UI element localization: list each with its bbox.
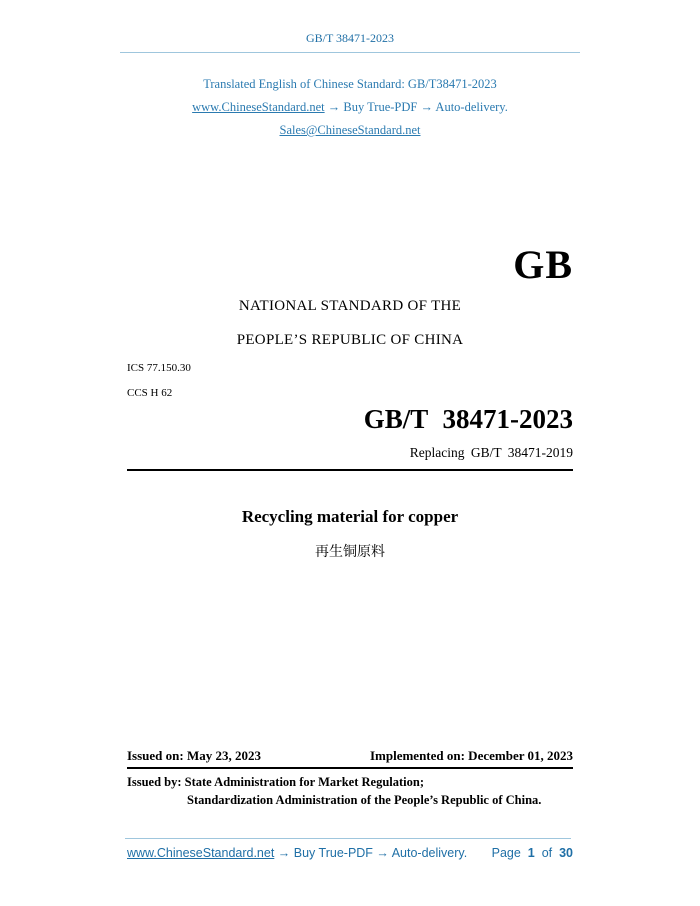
ccs-code: CCS H 62 bbox=[127, 387, 173, 399]
national-standard-line2: PEOPLE’S REPUBLIC OF CHINA bbox=[236, 332, 464, 348]
translation-notice: Translated English of Chinese Standard: GB/T38471-2023 bbox=[203, 77, 497, 91]
title-chinese: 再生铜原料 bbox=[315, 544, 385, 560]
dates-divider bbox=[127, 767, 573, 769]
title-english: Recycling material for copper bbox=[241, 507, 459, 526]
issued-by-line1: Issued by: State Administration for Market Regulation; bbox=[127, 775, 424, 789]
footer-website-link[interactable]: www.ChineseStandard.net bbox=[127, 846, 275, 860]
issued-by-block bbox=[127, 773, 541, 809]
page-of-label: of bbox=[541, 846, 553, 860]
title-divider bbox=[127, 469, 573, 471]
standard-number: GB/T 38471-2023 bbox=[363, 404, 573, 434]
national-standard-line1: NATIONAL STANDARD OF THE bbox=[238, 298, 462, 314]
header-divider bbox=[120, 52, 580, 53]
dates-row bbox=[127, 748, 573, 764]
page-indicator bbox=[492, 846, 573, 860]
ics-code: ICS 77.150.30 bbox=[127, 362, 191, 374]
page-label: Page bbox=[491, 846, 521, 860]
replacing-note: Replacing GB/T 38471-2019 bbox=[409, 445, 573, 460]
purchase-text: → Buy True-PDF → Auto-delivery. bbox=[324, 100, 508, 114]
page-footer bbox=[127, 846, 573, 860]
issued-on-date: Issued on: May 23, 2023 bbox=[127, 748, 261, 763]
footer-purchase-text: → Buy True-PDF → Auto-delivery. bbox=[274, 846, 468, 860]
gb-mark: GB bbox=[513, 242, 573, 287]
email-link[interactable]: Sales@ChineseStandard.net bbox=[279, 123, 421, 137]
footer-divider bbox=[125, 838, 571, 839]
page-current: 1 bbox=[527, 846, 535, 860]
purchase-line bbox=[0, 100, 700, 115]
website-link[interactable]: www.ChineseStandard.net bbox=[192, 100, 325, 114]
page-total: 30 bbox=[559, 846, 573, 860]
running-header: GB/T 38471-2023 bbox=[305, 31, 395, 45]
implemented-on-date: Implemented on: December 01, 2023 bbox=[369, 748, 573, 763]
issued-by-line2: Standardization Administration of the People’s Republic of China. bbox=[187, 793, 542, 807]
email-line bbox=[0, 123, 700, 138]
